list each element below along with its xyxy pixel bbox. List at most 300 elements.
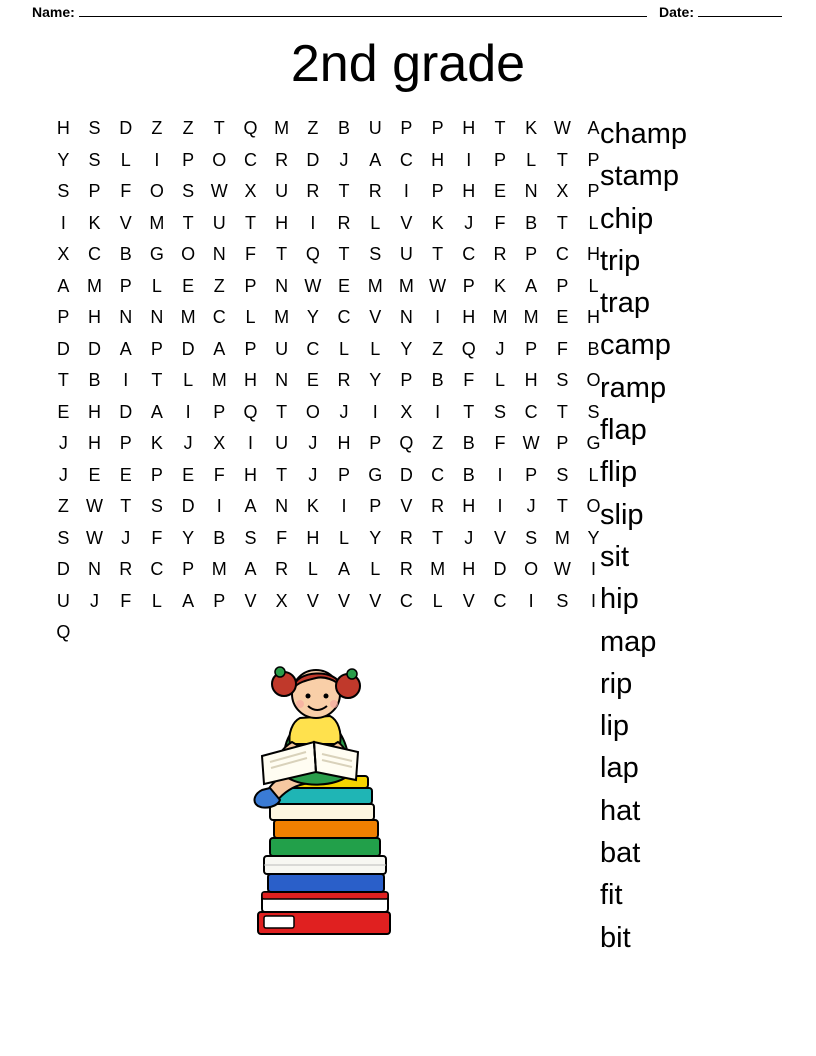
grid-cell[interactable]: S [556, 464, 569, 485]
grid-cell[interactable]: R [337, 212, 352, 233]
grid-cell[interactable]: I [372, 401, 379, 422]
grid-cell[interactable]: O [212, 149, 227, 170]
grid-cell[interactable]: Y [369, 370, 382, 390]
grid-cell[interactable]: H [88, 433, 102, 453]
grid-cell[interactable]: Y [587, 527, 601, 548]
grid-cell[interactable]: J [464, 527, 474, 548]
grid-cell[interactable]: E [493, 181, 507, 201]
grid-cell[interactable]: K [306, 496, 320, 516]
grid-cell[interactable]: N [212, 244, 227, 264]
grid-cell[interactable]: L [588, 275, 600, 296]
grid-cell[interactable]: Y [306, 307, 320, 327]
grid-cell[interactable]: V [493, 527, 507, 548]
grid-cell[interactable]: E [88, 464, 102, 485]
grid-cell[interactable]: B [431, 370, 445, 390]
grid-cell[interactable]: N [399, 307, 414, 327]
grid-cell[interactable]: J [308, 464, 318, 485]
grid-cell[interactable]: O [305, 401, 321, 422]
grid-cell[interactable]: I [216, 496, 223, 516]
grid-cell[interactable]: W [210, 181, 229, 201]
grid-cell[interactable]: V [119, 212, 133, 233]
grid-cell[interactable]: X [244, 181, 257, 201]
grid-cell[interactable]: E [182, 464, 195, 485]
word-list-item[interactable]: bat [600, 837, 641, 870]
grid-cell[interactable]: M [274, 118, 290, 138]
grid-cell[interactable]: I [497, 464, 503, 485]
grid-cell[interactable]: Q [243, 401, 258, 422]
grid-cell[interactable]: B [525, 212, 538, 233]
grid-cell[interactable]: P [213, 590, 226, 611]
word-list-item[interactable]: trap [600, 287, 650, 320]
grid-cell[interactable]: O [149, 181, 165, 201]
grid-cell[interactable]: C [399, 590, 414, 611]
grid-cell[interactable]: I [310, 212, 316, 233]
grid-cell[interactable]: I [497, 496, 503, 516]
word-list-item[interactable]: map [600, 625, 657, 658]
grid-cell[interactable]: Q [243, 118, 258, 138]
grid-cell[interactable]: X [57, 244, 70, 264]
grid-cell[interactable]: P [525, 244, 538, 264]
grid-cell[interactable]: H [306, 527, 320, 548]
grid-cell[interactable]: S [587, 401, 601, 422]
grid-cell[interactable]: U [212, 212, 227, 233]
grid-cell[interactable]: H [431, 149, 445, 170]
grid-cell[interactable]: Q [461, 338, 477, 359]
word-list-item[interactable]: champ [600, 118, 688, 150]
grid-cell[interactable]: S [556, 370, 569, 390]
grid-cell[interactable]: L [588, 212, 600, 233]
grid-cell[interactable]: M [211, 370, 228, 390]
grid-cell[interactable]: K [525, 118, 538, 138]
grid-cell[interactable]: T [432, 527, 444, 548]
grid-cell[interactable]: F [120, 181, 132, 201]
grid-cell[interactable]: B [587, 338, 601, 359]
grid-cell[interactable]: L [245, 307, 256, 327]
grid-cell[interactable]: J [339, 149, 350, 170]
grid-cell[interactable]: C [150, 559, 164, 579]
grid-cell[interactable]: J [339, 401, 350, 422]
grid-cell[interactable]: D [56, 559, 71, 579]
grid-cell[interactable]: D [306, 149, 320, 170]
grid-cell[interactable]: S [57, 181, 70, 201]
grid-cell[interactable]: O [586, 496, 602, 516]
grid-cell[interactable]: V [244, 590, 257, 611]
grid-cell[interactable]: C [337, 307, 352, 327]
grid-cell[interactable]: P [119, 275, 133, 296]
grid-cell[interactable]: G [149, 244, 165, 264]
grid-cell[interactable]: T [338, 244, 351, 264]
grid-cell[interactable]: H [462, 496, 476, 516]
grid-cell[interactable]: H [88, 401, 102, 422]
grid-cell[interactable]: W [86, 496, 104, 516]
grid-cell[interactable]: M [523, 307, 540, 327]
grid-cell[interactable]: N [88, 559, 102, 579]
grid-cell[interactable]: P [525, 338, 538, 359]
grid-cell[interactable]: C [306, 338, 320, 359]
grid-cell[interactable]: U [275, 338, 289, 359]
grid-cell[interactable]: W [553, 559, 572, 579]
grid-cell[interactable]: L [151, 275, 163, 296]
grid-cell[interactable]: T [276, 401, 288, 422]
grid-cell[interactable]: I [591, 559, 597, 579]
grid-cell[interactable]: W [553, 118, 572, 138]
grid-cell[interactable]: D [119, 118, 133, 138]
grid-cell[interactable]: H [275, 212, 289, 233]
grid-cell[interactable]: H [587, 244, 601, 264]
grid-cell[interactable]: U [368, 118, 383, 138]
grid-cell[interactable]: N [524, 181, 539, 201]
grid-cell[interactable]: F [276, 527, 288, 548]
grid-cell[interactable]: T [182, 212, 195, 233]
grid-cell[interactable]: T [213, 118, 226, 138]
grid-cell[interactable]: P [462, 275, 476, 296]
grid-cell[interactable]: S [182, 181, 195, 201]
grid-cell[interactable]: N [275, 275, 289, 296]
grid-cell[interactable]: S [244, 527, 257, 548]
grid-cell[interactable]: K [493, 275, 507, 296]
grid-cell[interactable]: F [151, 527, 163, 548]
grid-cell[interactable]: V [400, 212, 413, 233]
grid-cell[interactable]: R [431, 496, 445, 516]
grid-cell[interactable]: I [403, 181, 410, 201]
grid-cell[interactable]: M [367, 275, 384, 296]
grid-cell[interactable]: A [338, 559, 351, 579]
grid-cell[interactable]: T [556, 401, 569, 422]
grid-cell[interactable]: Z [182, 118, 195, 138]
grid-cell[interactable]: D [88, 338, 102, 359]
grid-cell[interactable]: E [338, 275, 351, 296]
grid-cell[interactable]: Z [307, 118, 319, 138]
grid-cell[interactable]: H [56, 118, 71, 138]
grid-cell[interactable]: N [275, 496, 289, 516]
grid-cell[interactable]: T [276, 464, 288, 485]
grid-cell[interactable]: L [370, 559, 381, 579]
grid-cell[interactable]: E [119, 464, 133, 485]
grid-cell[interactable]: B [119, 244, 133, 264]
grid-cell[interactable]: P [244, 338, 257, 359]
grid-cell[interactable]: S [88, 149, 102, 170]
word-list-item[interactable]: camp [600, 329, 671, 362]
grid-cell[interactable]: F [494, 433, 506, 453]
grid-cell[interactable]: L [339, 527, 350, 548]
grid-cell[interactable]: V [369, 307, 382, 327]
grid-cell[interactable]: J [183, 433, 194, 453]
word-list-item[interactable]: trip [600, 244, 641, 277]
grid-cell[interactable]: M [180, 307, 197, 327]
grid-cell[interactable]: F [463, 370, 475, 390]
grid-cell[interactable]: J [90, 590, 100, 611]
grid-cell[interactable]: R [399, 559, 414, 579]
grid-cell[interactable]: R [275, 149, 289, 170]
grid-cell[interactable]: A [587, 118, 601, 138]
word-list-item[interactable]: chip [600, 202, 654, 235]
grid-cell[interactable]: A [244, 496, 257, 516]
grid-cell[interactable]: S [493, 401, 507, 422]
grid-cell[interactable]: Y [369, 527, 382, 548]
grid-cell[interactable]: A [182, 590, 195, 611]
grid-cell[interactable]: G [586, 433, 602, 453]
grid-cell[interactable]: L [494, 370, 506, 390]
grid-cell[interactable]: N [119, 307, 133, 327]
grid-cell[interactable]: E [57, 401, 70, 422]
grid-cell[interactable]: F [494, 212, 506, 233]
grid-cell[interactable]: M [211, 559, 228, 579]
word-list-item[interactable]: flip [600, 456, 638, 489]
grid-cell[interactable]: T [494, 118, 506, 138]
grid-cell[interactable]: T [556, 149, 569, 170]
grid-cell[interactable]: F [244, 244, 257, 264]
word-list-item[interactable]: lap [600, 752, 639, 785]
grid-cell[interactable]: T [57, 370, 70, 390]
grid-cell[interactable]: P [400, 118, 413, 138]
grid-cell[interactable]: R [337, 370, 352, 390]
grid-cell[interactable]: D [56, 338, 71, 359]
grid-cell[interactable]: L [120, 149, 132, 170]
grid-cell[interactable]: S [369, 244, 382, 264]
grid-cell[interactable]: J [495, 338, 505, 359]
grid-cell[interactable]: Y [182, 527, 195, 548]
grid-cell[interactable]: P [369, 496, 382, 516]
grid-cell[interactable]: E [556, 307, 569, 327]
grid-cell[interactable]: I [123, 370, 129, 390]
grid-cell[interactable]: P [182, 149, 195, 170]
grid-cell[interactable]: J [464, 212, 474, 233]
grid-cell[interactable]: J [526, 496, 537, 516]
grid-cell[interactable]: U [56, 590, 71, 611]
grid-cell[interactable]: U [399, 244, 414, 264]
grid-cell[interactable]: R [399, 527, 414, 548]
grid-cell[interactable]: Z [57, 496, 70, 516]
grid-cell[interactable]: T [432, 244, 444, 264]
grid-cell[interactable]: I [60, 212, 67, 233]
grid-cell[interactable]: T [276, 244, 288, 264]
grid-cell[interactable]: L [588, 464, 600, 485]
grid-cell[interactable]: D [493, 559, 507, 579]
grid-cell[interactable]: P [119, 433, 133, 453]
grid-cell[interactable]: C [431, 464, 445, 485]
grid-cell[interactable]: Z [432, 433, 444, 453]
grid-cell[interactable]: P [431, 118, 445, 138]
grid-cell[interactable]: Q [56, 622, 71, 642]
grid-cell[interactable]: C [524, 401, 539, 422]
word-list-item[interactable]: sit [600, 540, 629, 573]
grid-cell[interactable]: M [554, 527, 571, 548]
grid-cell[interactable]: X [556, 181, 569, 201]
grid-cell[interactable]: P [182, 559, 195, 579]
grid-cell[interactable]: X [275, 590, 289, 611]
grid-cell[interactable]: H [243, 370, 258, 390]
grid-cell[interactable]: E [182, 275, 195, 296]
grid-cell[interactable]: T [244, 212, 257, 233]
grid-cell[interactable]: L [432, 590, 444, 611]
grid-cell[interactable]: T [463, 401, 475, 422]
grid-cell[interactable]: S [150, 496, 164, 516]
grid-cell[interactable]: M [430, 559, 446, 579]
grid-cell[interactable]: C [493, 590, 507, 611]
grid-cell[interactable]: Z [432, 338, 444, 359]
grid-cell[interactable]: H [462, 559, 476, 579]
grid-cell[interactable]: T [151, 370, 163, 390]
grid-cell[interactable]: C [399, 149, 414, 170]
grid-cell[interactable]: P [369, 433, 382, 453]
grid-cell[interactable]: P [431, 181, 445, 201]
grid-cell[interactable]: P [400, 370, 413, 390]
grid-cell[interactable]: T [556, 496, 569, 516]
grid-cell[interactable]: A [213, 338, 226, 359]
grid-cell[interactable]: N [275, 370, 289, 390]
grid-cell[interactable]: Q [399, 433, 414, 453]
grid-cell[interactable]: H [462, 307, 476, 327]
grid-cell[interactable]: D [181, 496, 196, 516]
grid-cell[interactable]: D [181, 338, 196, 359]
grid-cell[interactable]: K [150, 433, 164, 453]
grid-cell[interactable]: J [308, 433, 318, 453]
grid-cell[interactable]: I [528, 590, 535, 611]
grid-cell[interactable]: I [435, 307, 441, 327]
grid-cell[interactable]: R [275, 559, 289, 579]
word-list-item[interactable]: rip [600, 667, 633, 700]
grid-cell[interactable]: S [556, 590, 569, 611]
word-list-item[interactable]: ramp [600, 371, 667, 404]
grid-cell[interactable]: X [400, 401, 413, 422]
grid-cell[interactable]: P [556, 433, 569, 453]
name-write-line[interactable] [79, 5, 647, 17]
grid-cell[interactable]: F [556, 338, 569, 359]
grid-cell[interactable]: B [462, 464, 476, 485]
grid-cell[interactable]: R [493, 244, 507, 264]
grid-cell[interactable]: T [338, 181, 351, 201]
grid-cell[interactable]: C [243, 149, 258, 170]
grid-cell[interactable]: P [338, 464, 351, 485]
grid-cell[interactable]: H [462, 181, 476, 201]
grid-cell[interactable]: V [338, 590, 351, 611]
grid-cell[interactable]: J [121, 527, 131, 548]
grid-cell[interactable]: V [462, 590, 476, 611]
grid-cell[interactable]: C [462, 244, 476, 264]
grid-cell[interactable]: O [524, 559, 539, 579]
grid-cell[interactable]: P [587, 181, 601, 201]
grid-cell[interactable]: H [88, 307, 102, 327]
grid-cell[interactable]: U [275, 181, 289, 201]
grid-cell[interactable]: L [183, 370, 194, 390]
grid-cell[interactable]: U [275, 433, 289, 453]
grid-cell[interactable]: Q [305, 244, 321, 264]
grid-cell[interactable]: H [587, 307, 601, 327]
grid-cell[interactable]: P [150, 464, 164, 485]
word-list-item[interactable]: slip [600, 498, 644, 531]
word-list-item[interactable]: fit [600, 879, 623, 912]
grid-cell[interactable]: A [244, 559, 257, 579]
grid-cell[interactable]: C [88, 244, 102, 264]
grid-cell[interactable]: A [150, 401, 164, 422]
grid-cell[interactable]: P [587, 149, 601, 170]
grid-cell[interactable]: C [212, 307, 227, 327]
grid-cell[interactable]: L [370, 212, 381, 233]
grid-cell[interactable]: M [149, 212, 165, 233]
grid-cell[interactable]: Y [57, 149, 70, 170]
grid-cell[interactable]: Z [151, 118, 163, 138]
grid-cell[interactable]: F [213, 464, 226, 485]
grid-cell[interactable]: L [370, 338, 381, 359]
grid-cell[interactable]: M [274, 307, 290, 327]
grid-cell[interactable]: W [522, 433, 541, 453]
grid-cell[interactable]: I [247, 433, 254, 453]
grid-cell[interactable]: Z [213, 275, 226, 296]
grid-cell[interactable]: Y [400, 338, 413, 359]
word-list-item[interactable]: lip [600, 710, 630, 743]
grid-cell[interactable]: V [369, 590, 382, 611]
grid-cell[interactable]: J [58, 464, 69, 485]
grid-cell[interactable]: A [119, 338, 133, 359]
grid-cell[interactable]: V [400, 496, 413, 516]
grid-cell[interactable]: P [556, 275, 569, 296]
word-list-item[interactable]: flap [600, 414, 647, 447]
grid-cell[interactable]: D [119, 401, 133, 422]
grid-cell[interactable]: D [399, 464, 414, 485]
grid-cell[interactable]: M [87, 275, 103, 296]
grid-cell[interactable]: B [213, 527, 226, 548]
grid-cell[interactable]: B [338, 118, 351, 138]
grid-cell[interactable]: K [431, 212, 445, 233]
word-list-item[interactable]: bit [600, 921, 631, 954]
grid-cell[interactable]: I [185, 401, 192, 422]
grid-cell[interactable]: L [339, 338, 350, 359]
grid-cell[interactable]: H [337, 433, 352, 453]
grid-cell[interactable]: W [429, 275, 447, 296]
grid-cell[interactable]: H [524, 370, 539, 390]
grid-cell[interactable]: W [304, 275, 322, 296]
grid-cell[interactable]: M [398, 275, 415, 296]
grid-cell[interactable]: F [120, 590, 132, 611]
grid-cell[interactable]: P [493, 149, 507, 170]
grid-cell[interactable]: W [86, 527, 104, 548]
grid-cell[interactable]: I [591, 590, 597, 611]
grid-cell[interactable]: T [120, 496, 132, 516]
grid-cell[interactable]: I [435, 401, 441, 422]
grid-cell[interactable]: A [369, 149, 382, 170]
word-list-item[interactable]: hip [600, 583, 639, 616]
grid-cell[interactable]: L [151, 590, 163, 611]
grid-cell[interactable]: H [243, 464, 258, 485]
grid-cell[interactable]: R [119, 559, 133, 579]
grid-cell[interactable]: I [341, 496, 348, 516]
grid-cell[interactable]: X [213, 433, 226, 453]
grid-cell[interactable]: G [368, 464, 383, 485]
word-list-item[interactable]: hat [600, 794, 641, 827]
grid-cell[interactable]: C [555, 244, 570, 264]
grid-cell[interactable]: S [88, 118, 102, 138]
grid-cell[interactable]: V [306, 590, 320, 611]
grid-cell[interactable]: T [556, 212, 569, 233]
grid-cell[interactable]: N [150, 307, 164, 327]
grid-cell[interactable]: P [244, 275, 257, 296]
grid-cell[interactable]: P [150, 338, 164, 359]
grid-cell[interactable]: E [306, 370, 320, 390]
grid-cell[interactable]: B [462, 433, 476, 453]
date-write-line[interactable] [698, 5, 782, 17]
grid-cell[interactable]: M [492, 307, 508, 327]
grid-cell[interactable]: P [88, 181, 102, 201]
grid-cell[interactable]: K [88, 212, 102, 233]
grid-cell[interactable]: I [154, 149, 160, 170]
grid-cell[interactable]: S [525, 527, 538, 548]
grid-cell[interactable]: S [57, 527, 70, 548]
grid-cell[interactable]: P [525, 464, 538, 485]
grid-cell[interactable]: A [525, 275, 538, 296]
grid-cell[interactable]: L [307, 559, 319, 579]
grid-cell[interactable]: O [586, 370, 602, 390]
grid-cell[interactable]: I [466, 149, 472, 170]
